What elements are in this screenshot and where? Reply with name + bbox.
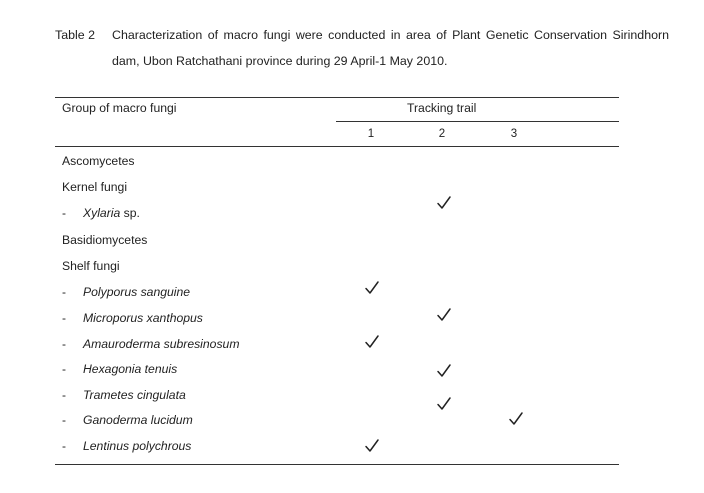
row-dash: - [62, 388, 66, 402]
caption-line-2: dam, Ubon Ratchathani province during 29 April-1 May 2010. [112, 54, 448, 68]
table-label: Table 2 [55, 28, 95, 42]
species-name: Lentinus polychrous [83, 439, 192, 453]
species-name [83, 205, 140, 221]
header-bottom-rule [55, 146, 619, 147]
species-name: Polyporus sanguine [83, 285, 191, 299]
row-dash: - [62, 206, 66, 220]
check-mark-icon [436, 363, 452, 379]
species-name: Amauroderma subresinosum [83, 337, 240, 351]
species-name: Hexagonia tenuis [83, 362, 178, 376]
group-row-label: Kernel fungi [62, 180, 128, 194]
trail-number-1: 1 [367, 128, 375, 140]
genus-name: Xylaria [83, 206, 121, 220]
check-mark-icon [508, 411, 524, 427]
top-rule [55, 97, 619, 98]
check-mark-icon [364, 334, 380, 350]
group-column-header: Group of macro fungi [62, 101, 177, 115]
tracking-trail-header: Tracking trail [407, 101, 477, 115]
group-row-label: Basidiomycetes [62, 233, 148, 247]
row-dash: - [62, 311, 66, 325]
check-mark-icon [436, 307, 452, 323]
check-mark-icon [364, 438, 380, 454]
species-suffix: sp. [120, 206, 140, 220]
bottom-rule [55, 464, 619, 465]
row-dash: - [62, 285, 66, 299]
check-mark-icon [436, 195, 452, 211]
group-row-label: Ascomycetes [62, 154, 135, 168]
trail-number-3: 3 [510, 128, 518, 140]
row-dash: - [62, 337, 66, 351]
species-name: Ganoderma lucidum [83, 413, 193, 427]
caption-line-1: Characterization of macro fungi were conducted in area of Plant Genetic Conservation Sirindhorn [112, 28, 669, 42]
check-mark-icon [436, 396, 452, 412]
species-name: Trametes cingulata [83, 388, 186, 402]
trail-number-2: 2 [438, 128, 446, 140]
check-mark-icon [364, 280, 380, 296]
row-dash: - [62, 362, 66, 376]
group-row-label: Shelf fungi [62, 259, 120, 273]
species-name: Microporus xanthopus [83, 311, 203, 325]
row-dash: - [62, 439, 66, 453]
trail-header-rule [336, 121, 619, 122]
row-dash: - [62, 413, 66, 427]
